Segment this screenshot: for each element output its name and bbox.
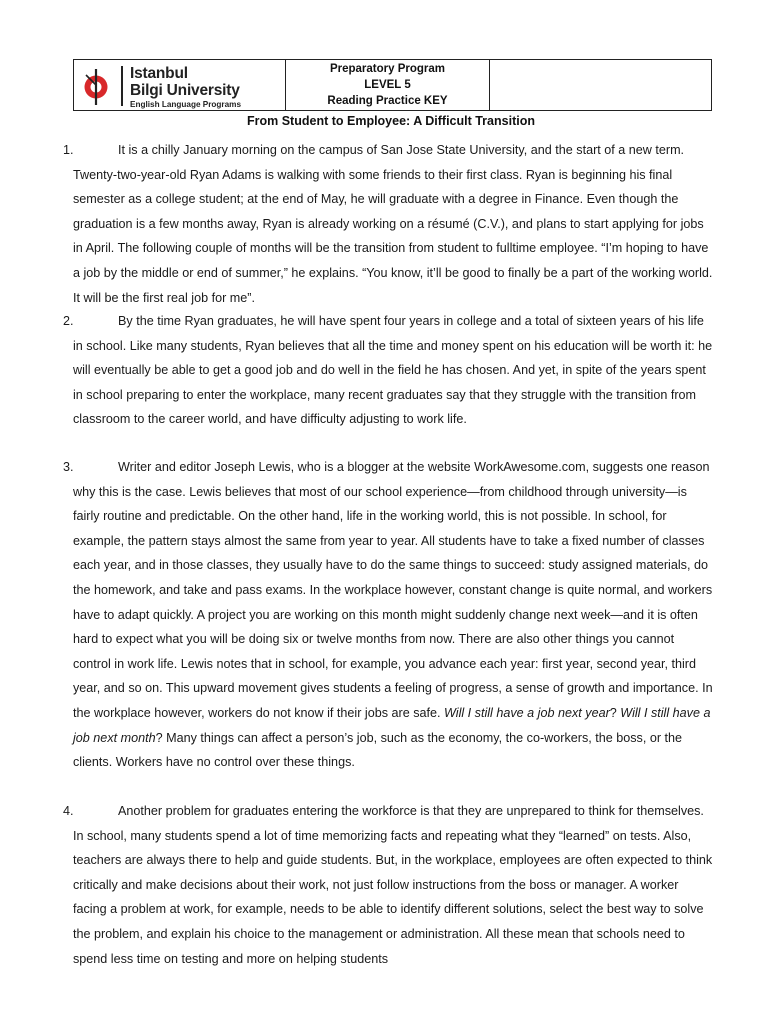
paragraph-number: 3. (63, 460, 74, 474)
paragraph-text: It is a chilly January morning on the campus of San Jose State University, and the start of a new term. Twenty-two-year-old Ryan Adams is walking with some friends to their first class. Ryan is beginning his final semester as a college student; at the end of May, he will graduate with a degree in Finance. Even though the graduation is a few months away, Ryan is already working on a résumé (C.V.), and plans to start applying for jobs in April. The following couple of months will be the transition from student to fulltime employee. “I’m hoping to have a job by the middle or end of summer,” he explains. “You know, it’ll be good to finally be a part of the working world. It will be the first real job for me”. (73, 143, 713, 305)
paragraph-text (73, 455, 713, 775)
paragraph-number: 1. (63, 143, 74, 157)
paragraph-number: 2. (63, 314, 74, 328)
italic-question: Will I still have a job next year (444, 705, 610, 720)
level-label: LEVEL 5 (364, 79, 411, 91)
program-cell (286, 60, 490, 110)
logo-department: English Language Programs (130, 100, 242, 109)
program-name: Preparatory Program (329, 63, 446, 75)
bilgi-logo-icon (82, 67, 114, 107)
paragraph-text: By the time Ryan graduates, he will have spent four years in college and a total of sixteen years of his life in school. Like many students, Ryan believes that all the time and money spent on his education will be worth it: he will eventually be able to get a good job and do well in the field he has chosen. And yet, in spite of the years spent in school preparing to enter the workplace, many recent graduates say that they struggle with the transition from classroom to the career world, and have difficulty adjusting to work life. (73, 314, 713, 427)
logo-divider (121, 66, 123, 106)
paragraph-4 (63, 799, 713, 971)
practice-label: Reading Practice KEY (327, 95, 448, 107)
logo-university-line1: Istanbul (130, 65, 188, 82)
paragraph-3 (63, 455, 713, 775)
paragraph-2 (63, 309, 713, 432)
logo-cell (74, 60, 286, 110)
paragraph-text-part: Writer and editor Joseph Lewis, who is a blogger at the website WorkAwesome.com, suggests one reason why this is the case. Lewis believes that most of our school experience—from childhood through university—is fairly routine and predictable. On the other hand, life in the working world, this is not possible. In school, for example, the pattern stays almost the same from year to year. All students have to take a fixed number of classes each year, and in those classes, they usually have to do the same things to succeed: study assigned materials, do the homework, and take and pass exams. In the workplace however, constant change is quite normal, and workers have to adapt quickly. A project you are working on this month might suddenly change next week—and it is often hard to expect what you will be doing six or twelve months from now. There are also other things you cannot control in work life. Lewis notes that in school, for example, you advance each year: first year, second year, third year, and so on. This upward movement gives students a feeling of progress, a sense of growth and importance. In the workplace however, workers do not know if their jobs are safe. (73, 460, 713, 720)
question-mark: ? (609, 705, 617, 720)
paragraph-1 (63, 138, 713, 310)
document-title: From Student to Employee: A Difficult Transition (247, 114, 535, 128)
paragraph-text: Another problem for graduates entering the workforce is that they are unprepared to think for themselves. In school, many students spend a lot of time memorizing facts and repeating what they “learned” on tests. Also, teachers are always there to help and guide students. But, in the workplace, employees are often expected to think critically and make decisions about their work, not just follow instructions from the boss or manager. A worker facing a problem at work, for example, needs to be able to identify different solutions, select the best way to solve the problem, and explain his choice to the management or administration. All these mean that schools need to spend less time on testing and more on helping students (73, 804, 713, 966)
logo-university-line2: Bilgi University (130, 81, 240, 99)
paragraph-text-part: ? Many things can affect a person’s job, such as the economy, the co-workers, the boss, or the clients. Workers have no control over these things. (73, 730, 683, 770)
header-table (73, 59, 712, 111)
italic-question: Will I still have a job next month (73, 705, 711, 745)
logo-text (130, 66, 241, 109)
paragraph-number: 4. (63, 804, 74, 818)
blank-cell (490, 60, 711, 110)
